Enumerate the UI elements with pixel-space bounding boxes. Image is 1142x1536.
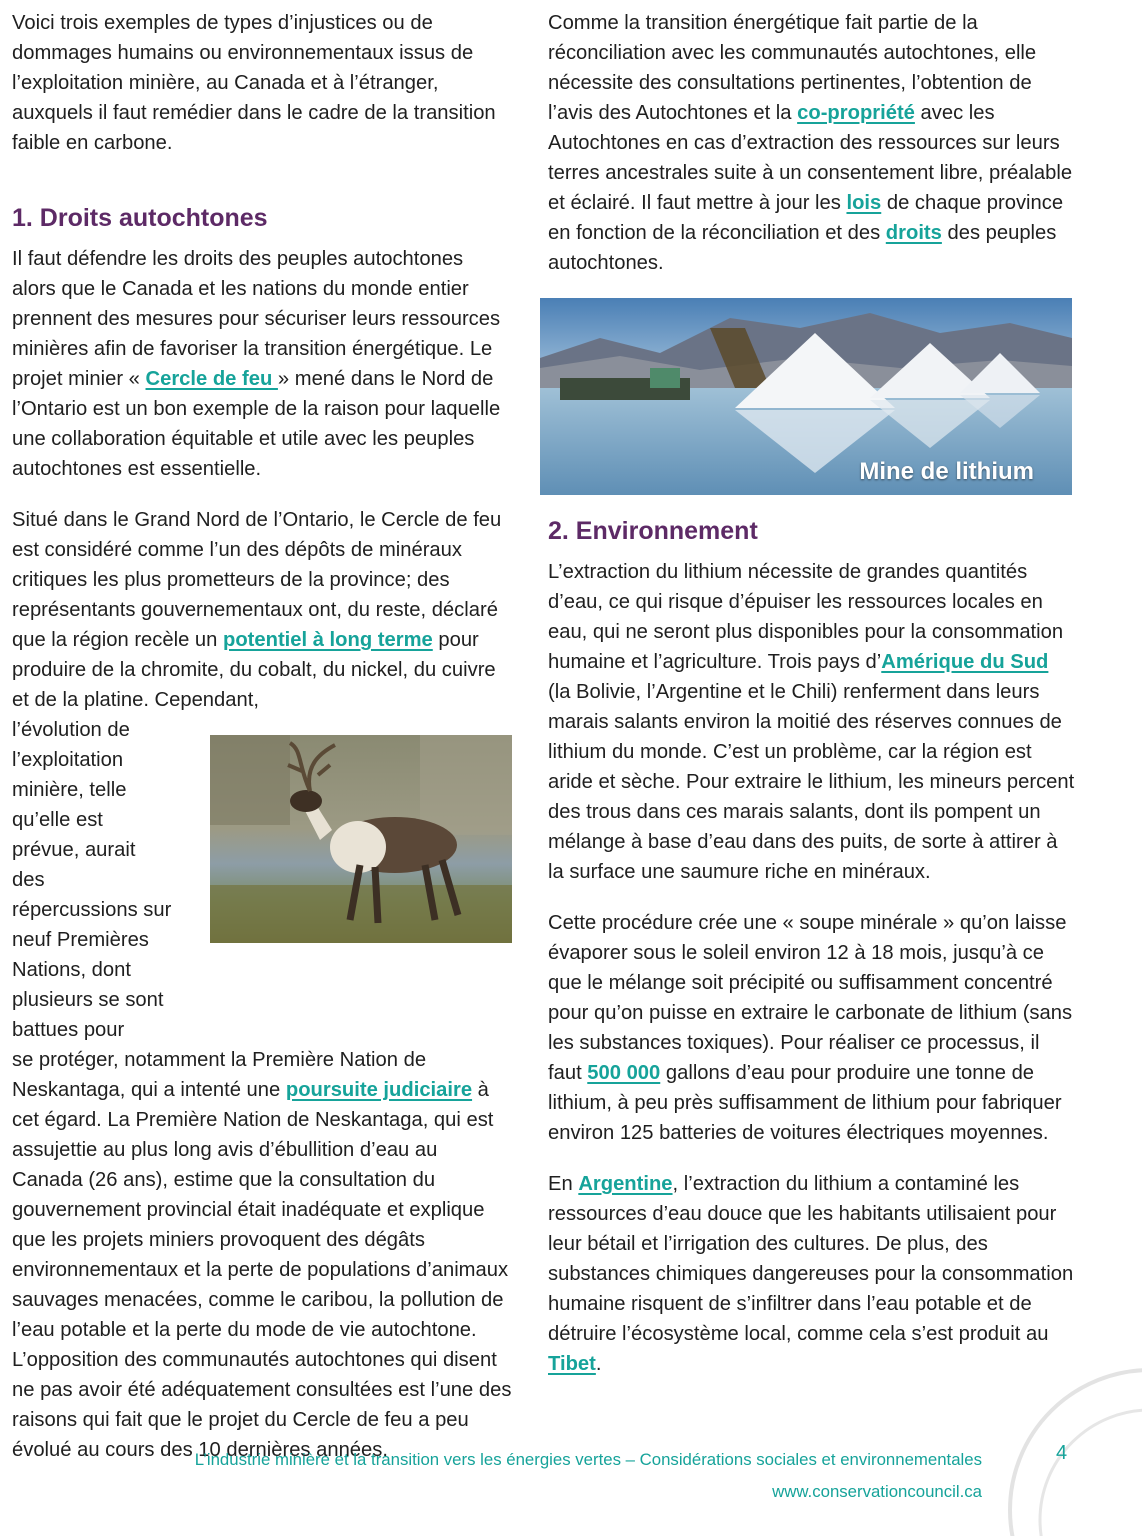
footer-url[interactable]: www.conservationcouncil.ca xyxy=(772,1482,982,1501)
link-argentine[interactable]: Argentine xyxy=(578,1173,673,1195)
page-number: 4 xyxy=(1056,1442,1068,1464)
link-potentiel-long-terme[interactable]: potentiel à long terme xyxy=(223,629,433,651)
link-droits[interactable]: droits xyxy=(885,222,942,244)
paragraph-lithium-eau: L’extraction du lithium nécessite de grandes quantités d’eau, ce qui risque d’épuiser les ressources locales en eau, qui ne seront plus disponibles pour la consommation humaine et l’agriculture. Trois pays d’Amérique du Sud (la Bolivie, l’Argentine et le Chili) renferment dans leurs marais salants environ la moitié des réserves connues de lithium du monde. C’est un problème, car la région est aride et sèche. Pour extraire le lithium, les mineurs percent des trous dans ces marais salants, dont ils pompent un mélange à base d’eau dans des puits, de sorte à attirer à la surface une saumure riche en minéraux. xyxy=(548,561,1075,883)
paragraph-soupe-minerale: Cette procédure crée une « soupe minérale » qu’on laisse évaporer sous le soleil environ 12 à 18 mois, jusqu’à ce que le mélange soit précipité ou suffisamment concentré pour qu’on puisse en extraire le carbonate de lithium (sans les substances toxiques). Pour réaliser ce processus, il faut 500 000 gallons d’eau pour produire une tonne de lithium, à peu près suffisamment de lithium pour fabriquer environ 125 batteries de voitures électriques moyennes. xyxy=(548,912,1073,1144)
paragraph-cercle: Situé dans le Grand Nord de l’Ontario, le Cercle de feu est considéré comme l’un des dépôts de minéraux critiques les plus prometteurs de la province; des représentants gouvernementaux ont, du reste, déclaré que la région recèle un potentiel à long terme pour produire de la chromite, du cobalt, du nickel, du cuivre et de la platine. Cependant, xyxy=(12,509,502,711)
paragraph-cercle-narrow: l’évolution de l’exploitation minière, telle qu’elle est prévue, aurait des répercussions sur neuf Premières Nations, dont plusieurs se sont battues pour xyxy=(12,719,172,1041)
link-poursuite-judiciaire[interactable]: poursuite judiciaire xyxy=(285,1079,473,1101)
lithium-mine-image xyxy=(540,298,1072,495)
paragraph-cercle-cont: se protéger, notamment la Première Nation de Neskantaga, qui a intenté une poursuite judiciaire à cet égard. La Première Nation de Neskantaga, qui est assujettie au plus long avis d’ébullition d’eau au Canada (26 ans), estime que la consultation du gouvernement provincial était inadéquate et explique que les projets miniers provoquent des dégâts environnementaux et la perte de populations d’animaux sauvages menacées, comme le caribou, la pollution de l’eau potable et la perte du mode de vie autochtone. L’opposition des communautés autochtones qui disent ne pas avoir été adéquatement consultées est l’une des raisons qui fait que le projet du Cercle de feu a peu évolué au cours des 10 dernières années. xyxy=(12,1049,512,1461)
link-lois[interactable]: lois xyxy=(846,192,882,214)
paragraph-reconciliation: Comme la transition énergétique fait partie de la réconciliation avec les communautés autochtones, elle nécessite des consultations pertinentes, l’obtention de l’avis des Autochtones et la co-propriété avec les Autochtones en cas d’extraction des ressources sur leurs terres ancestrales suite à un consentement libre, préalable et éclairé. Il faut mettre à jour les lois de chaque province en fonction de la réconciliation et des droits des peuples autochtones. xyxy=(548,12,1073,274)
link-cercle-de-feu[interactable]: Cercle de feu xyxy=(145,368,278,390)
link-co-propriete[interactable]: co-propriété xyxy=(797,102,915,124)
decorative-arc-shape xyxy=(1000,1360,1142,1536)
link-amerique-du-sud[interactable]: Amérique du Sud xyxy=(881,651,1049,673)
section-heading-droits: 1. Droits autochtones xyxy=(12,204,268,232)
lithium-image-caption: Mine de lithium xyxy=(859,458,1034,485)
intro-paragraph: Voici trois exemples de types d’injustices ou de dommages humains ou environnementaux issus de l’exploitation minière, au Canada et à l’étranger, auxquels il faut remédier dans le cadre de la transition faible en carbone. xyxy=(12,12,496,154)
right-column xyxy=(548,8,1076,1379)
paragraph-argentine: En Argentine, l’extraction du lithium a contaminé les ressources d’eau douce que les habitants utilisaient pour leur bétail et l’irrigation des cultures. De plus, des substances chimiques dangereuses pour la consommation humaine risquent de s’infiltrer dans l’eau potable et de détruire l’écosystème local, comme cela s’est produit au Tibet. xyxy=(548,1173,1074,1375)
footer-title: L’industrie minière et la transition vers les énergies vertes – Considérations sociales et environnementales xyxy=(194,1450,982,1469)
link-tibet[interactable]: Tibet xyxy=(548,1353,596,1375)
link-500000[interactable]: 500 000 xyxy=(587,1062,661,1084)
caribou-image xyxy=(210,735,512,943)
section-heading-environnement: 2. Environnement xyxy=(548,517,758,545)
paragraph-droits: Il faut défendre les droits des peuples autochtones alors que le Canada et les nations du monde entier prennent des mesures pour sécuriser leurs ressources minières afin de favoriser la transition énergétique. Le projet minier « Cercle de feu » mené dans le Nord de l’Ontario est un bon exemple de la raison pour laquelle une collaboration équitable et utile avec les peuples autochtones est essentielle. xyxy=(12,248,501,480)
